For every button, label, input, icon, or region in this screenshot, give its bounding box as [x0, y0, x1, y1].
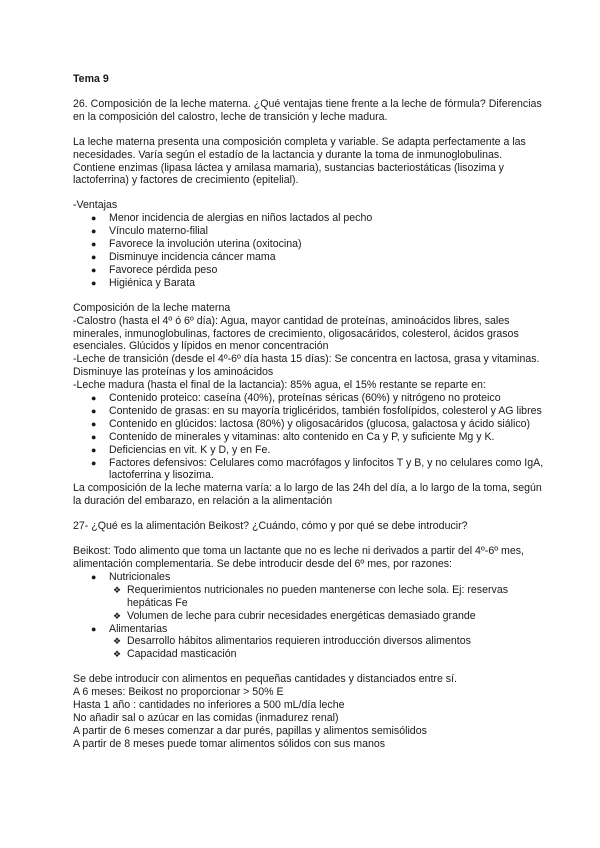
- list-item: [73, 571, 544, 623]
- beikost-line: No añadir sal o azúcar en las comidas (inmadurez renal): [73, 711, 339, 724]
- sub-list-item: ❖ Requerimientos nutricionales no pueden mantenerse con leche sola. Ej: reservas hepáticas Fe: [73, 584, 544, 610]
- question-26: 26. Composición de la leche materna. ¿Qué ventajas tiene frente a la leche de fórmula? Diferencias en la composición del calostro, leche de transición y leche madura.: [73, 97, 542, 123]
- sub-list: [109, 635, 544, 661]
- list-item: ● Contenido proteico: caseína (40%), proteínas séricas (60%) y nitrógeno no proteico: [73, 392, 544, 405]
- ventajas-list: [73, 212, 544, 289]
- beikost-line: Se debe introducir con alimentos en pequeñas cantidades y distanciados entre sí.: [73, 673, 457, 686]
- list-item: ● Favorece pérdida peso: [73, 264, 544, 277]
- question-27: 27- ¿Qué es la alimentación Beikost? ¿Cuándo, cómo y por qué se debe introducir?: [73, 520, 468, 533]
- variacion-paragraph: La composición de la leche materna varía: a lo largo de las 24h del día, a lo largo de la toma, según la duración del embarazo, en relación a la alimentación: [73, 482, 542, 508]
- sub-list: [109, 584, 544, 623]
- composicion-heading: Composición de la leche materna: [73, 301, 231, 314]
- intro-paragraph: La leche materna presenta una composición completa y variable. Se adapta perfectamente a las necesidades. Varía según el estadío de la lactancia y durante la toma de inmunoglobulinas. Contiene enzimas (lipasa láctea y amilasa mamaria), sustancias bacteriostáticas (lisozima y lactoferrina) y factores de crecimiento (epitelial).: [73, 135, 526, 187]
- beikost-definition: Beikost: Todo alimento que toma un lactante que no es leche ni derivados a partir del 4º-6º mes, alimentación complementaria. Se debe introducir desde del 6º mes, por razones:: [73, 545, 524, 570]
- list-item: ● Higiénica y Barata: [73, 277, 544, 290]
- list-item: ● Contenido de minerales y vitaminas: alto contenido en Ca y P, y suficiente Mg y K.: [73, 431, 544, 444]
- beikost-line: Hasta 1 año : cantidades no inferiores a 500 mL/día leche: [73, 699, 345, 712]
- list-item: ● Contenido de grasas: en su mayoría triglicéridos, también fosfolípidos, colesterol y AG libres: [73, 405, 544, 418]
- beikost-line: A partir de 6 meses comenzar a dar purés, papillas y alimentos semisólidos: [73, 724, 427, 737]
- list-item: ● Disminuye incidencia cáncer mama: [73, 251, 544, 264]
- razon-label: Nutricionales: [109, 570, 171, 583]
- madura-list: [73, 392, 544, 482]
- list-item: ● Deficiencias en vit. K y D, y en Fe.: [73, 444, 544, 457]
- razon-label: Alimentarias: [109, 622, 168, 635]
- list-item: [73, 623, 544, 662]
- beikost-line: A partir de 8 meses puede tomar alimentos sólidos con sus manos: [73, 737, 386, 750]
- list-item: ● Favorece la involución uterina (oxitocina): [73, 238, 544, 251]
- list-item: ● Contenido en glúcidos: lactosa (80%) y oligosacáridos (glucosa, galactosa y ácido siálico): [73, 418, 544, 431]
- list-item: ● Factores defensivos: Celulares como macrófagos y linfocitos T y B, y no celulares como IgA, lactoferrina y lisozima.: [73, 457, 544, 483]
- ventajas-heading: -Ventajas: [73, 199, 118, 212]
- razones-list: [73, 571, 544, 661]
- beikost-line: A 6 meses: Beikost no proporcionar > 50% E: [73, 686, 284, 699]
- transicion-paragraph: -Leche de transición (desde el 4º-6º día hasta 15 días): Se concentra en lactosa, grasa y vitaminas. Disminuye las proteínas y los aminoácidos: [73, 353, 540, 379]
- list-item: ● Vínculo materno-filial: [73, 225, 544, 238]
- sub-list-item: ❖ Volumen de leche para cubrir necesidades energéticas demasiado grande: [73, 610, 544, 623]
- madura-paragraph: -Leche madura (hasta el final de la lactancia): 85% agua, el 15% restante se reparte en:: [73, 379, 486, 392]
- sub-list-item: ❖ Desarrollo hábitos alimentarios requieren introducción diversos alimentos: [73, 635, 544, 648]
- list-item: ● Menor incidencia de alergias en niños lactados al pecho: [73, 212, 544, 225]
- page-title: Tema 9: [73, 73, 109, 85]
- sub-list-item: ❖ Capacidad masticación: [73, 648, 544, 661]
- calostro-paragraph: -Calostro (hasta el 4º ó 6º día): Agua, mayor cantidad de proteínas, aminoácidos libres, sales minerales, inmunoglobulinas, factores de crecimiento, oligosacáridos, colesterol, ácidos grasos esenciales. Glúcidos y lípidos en menor concentración: [73, 314, 519, 353]
